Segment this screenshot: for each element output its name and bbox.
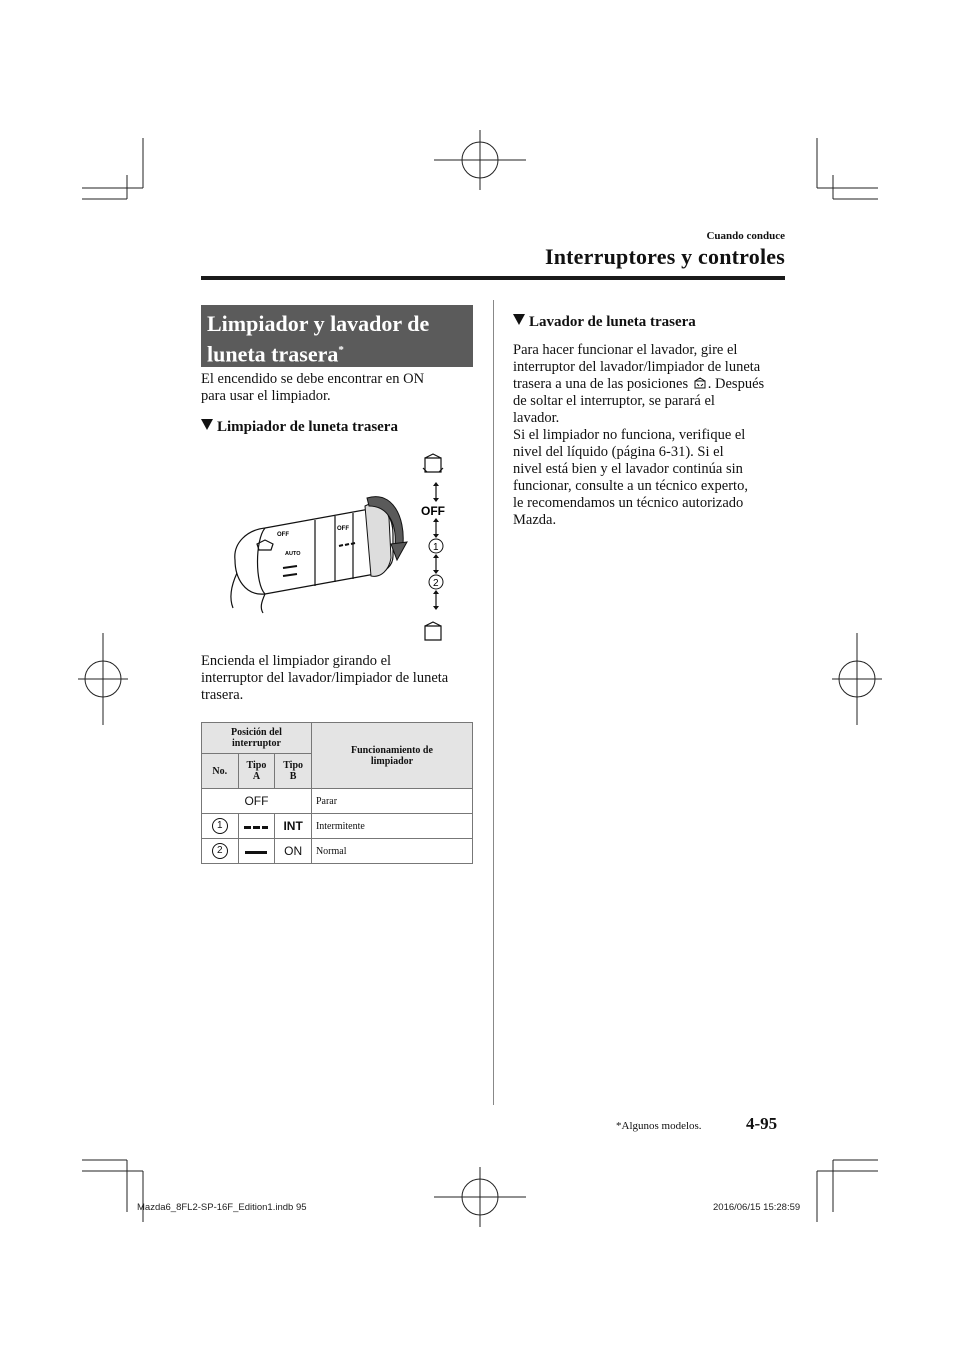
table-head-text: B xyxy=(289,771,297,782)
cell-function: Normal xyxy=(311,839,472,864)
section-heading-line2: luneta trasera xyxy=(207,341,339,367)
subheading-wiper-text: Limpiador de luneta trasera xyxy=(217,419,398,435)
cell-no xyxy=(202,814,239,839)
section-heading-line1: Limpiador y lavador de xyxy=(207,311,430,336)
body-line-text: trasera a una de las posiciones xyxy=(513,376,689,392)
body-line: funcionar, consulte a un técnico experto, xyxy=(513,478,748,494)
cell-type-a xyxy=(238,814,275,839)
print-slug-date: 2016/06/15 15:28:59 xyxy=(713,1202,801,1213)
figure-position-2: 2 xyxy=(433,578,439,589)
body-line: Encienda el limpiador girando el xyxy=(201,653,392,669)
intro-line: para usar el limpiador. xyxy=(201,388,331,404)
body-line-with-icon xyxy=(513,376,793,393)
washer-icon xyxy=(693,377,707,389)
table-head-function xyxy=(311,723,472,789)
body-line: nivel del líquido (página 6-31). Si el xyxy=(513,444,724,460)
table-head-text: A xyxy=(252,771,261,782)
table-head-no: No. xyxy=(202,754,239,789)
lever-off-label-a: OFF xyxy=(277,532,289,538)
body-line: interruptor del lavador/limpiador de luneta xyxy=(201,670,449,686)
lever-auto-label: AUTO xyxy=(285,551,301,557)
figure-off-label: OFF xyxy=(421,504,445,518)
body-line: trasera. xyxy=(201,687,244,703)
triangle-bullet-icon xyxy=(201,419,213,430)
chapter-title: Cuando conduce xyxy=(706,230,785,242)
body-line: Mazda. xyxy=(513,512,557,528)
table-row xyxy=(202,839,473,864)
page-number: 4-95 xyxy=(746,1114,778,1133)
washer-paragraph xyxy=(513,342,793,529)
position-2-number: 2 xyxy=(212,843,228,859)
intro-line: El encendido se debe encontrar en ON xyxy=(201,371,425,387)
table-row xyxy=(202,789,473,814)
table-row xyxy=(202,814,473,839)
body-line: Si el limpiador no funciona, verifique el xyxy=(513,427,746,443)
optional-mark: * xyxy=(338,344,344,356)
table-head-text: Tipo xyxy=(283,760,304,771)
body-line: Para hacer funcionar el lavador, gire el xyxy=(513,342,738,358)
body-line-text: . Después xyxy=(707,376,765,392)
table-head-text: Posición del xyxy=(231,727,282,738)
lever-off-label-b: OFF xyxy=(337,526,349,532)
wiper-lever-figure xyxy=(225,448,465,648)
wiper-position-table xyxy=(201,722,473,864)
body-line: lavador. xyxy=(513,410,560,426)
figure-position-1: 1 xyxy=(433,542,439,553)
cell-function: Parar xyxy=(311,789,472,814)
cell-type-b: INT xyxy=(275,814,312,839)
cell-position-off: OFF xyxy=(202,789,312,814)
body-line: interruptor del lavador/limpiador de luneta xyxy=(513,359,761,375)
cell-no xyxy=(202,839,239,864)
header-rule xyxy=(201,276,785,280)
subheading-washer-text: Lavador de luneta trasera xyxy=(529,314,696,330)
table-head-text: interruptor xyxy=(232,738,281,749)
table-header-row xyxy=(202,723,473,754)
dashed-line-icon xyxy=(244,826,268,829)
table-head-type-a xyxy=(238,754,275,789)
cell-type-a xyxy=(238,839,275,864)
position-1-number: 1 xyxy=(212,818,228,834)
body-line: le recomendamos un técnico autorizado xyxy=(513,495,744,511)
intro-paragraph xyxy=(201,371,424,405)
table-head-text: Funcionamiento de xyxy=(350,744,433,756)
wiper-paragraph xyxy=(201,653,448,704)
column-divider xyxy=(493,300,494,1105)
print-slug-file: Mazda6_8FL2-SP-16F_Edition1.indb 95 xyxy=(137,1202,307,1213)
body-line: de soltar el interruptor, se parará el xyxy=(513,393,715,409)
subheading-washer xyxy=(513,314,696,331)
section-heading xyxy=(201,305,473,367)
table-head-type-b xyxy=(275,754,312,789)
body-line: nivel está bien y el lavador continúa sin xyxy=(513,461,743,477)
subheading-wiper xyxy=(201,419,398,436)
section-title: Interruptores y controles xyxy=(544,244,785,269)
cell-type-b: ON xyxy=(275,839,312,864)
cell-function: Intermitente xyxy=(311,814,472,839)
triangle-bullet-icon xyxy=(513,314,525,325)
table-head-text: Tipo xyxy=(246,760,267,771)
solid-line-icon xyxy=(245,851,267,854)
table-head-text: limpiador xyxy=(370,755,414,767)
table-head-position xyxy=(202,723,312,754)
footnote: *Algunos modelos. xyxy=(616,1120,702,1132)
